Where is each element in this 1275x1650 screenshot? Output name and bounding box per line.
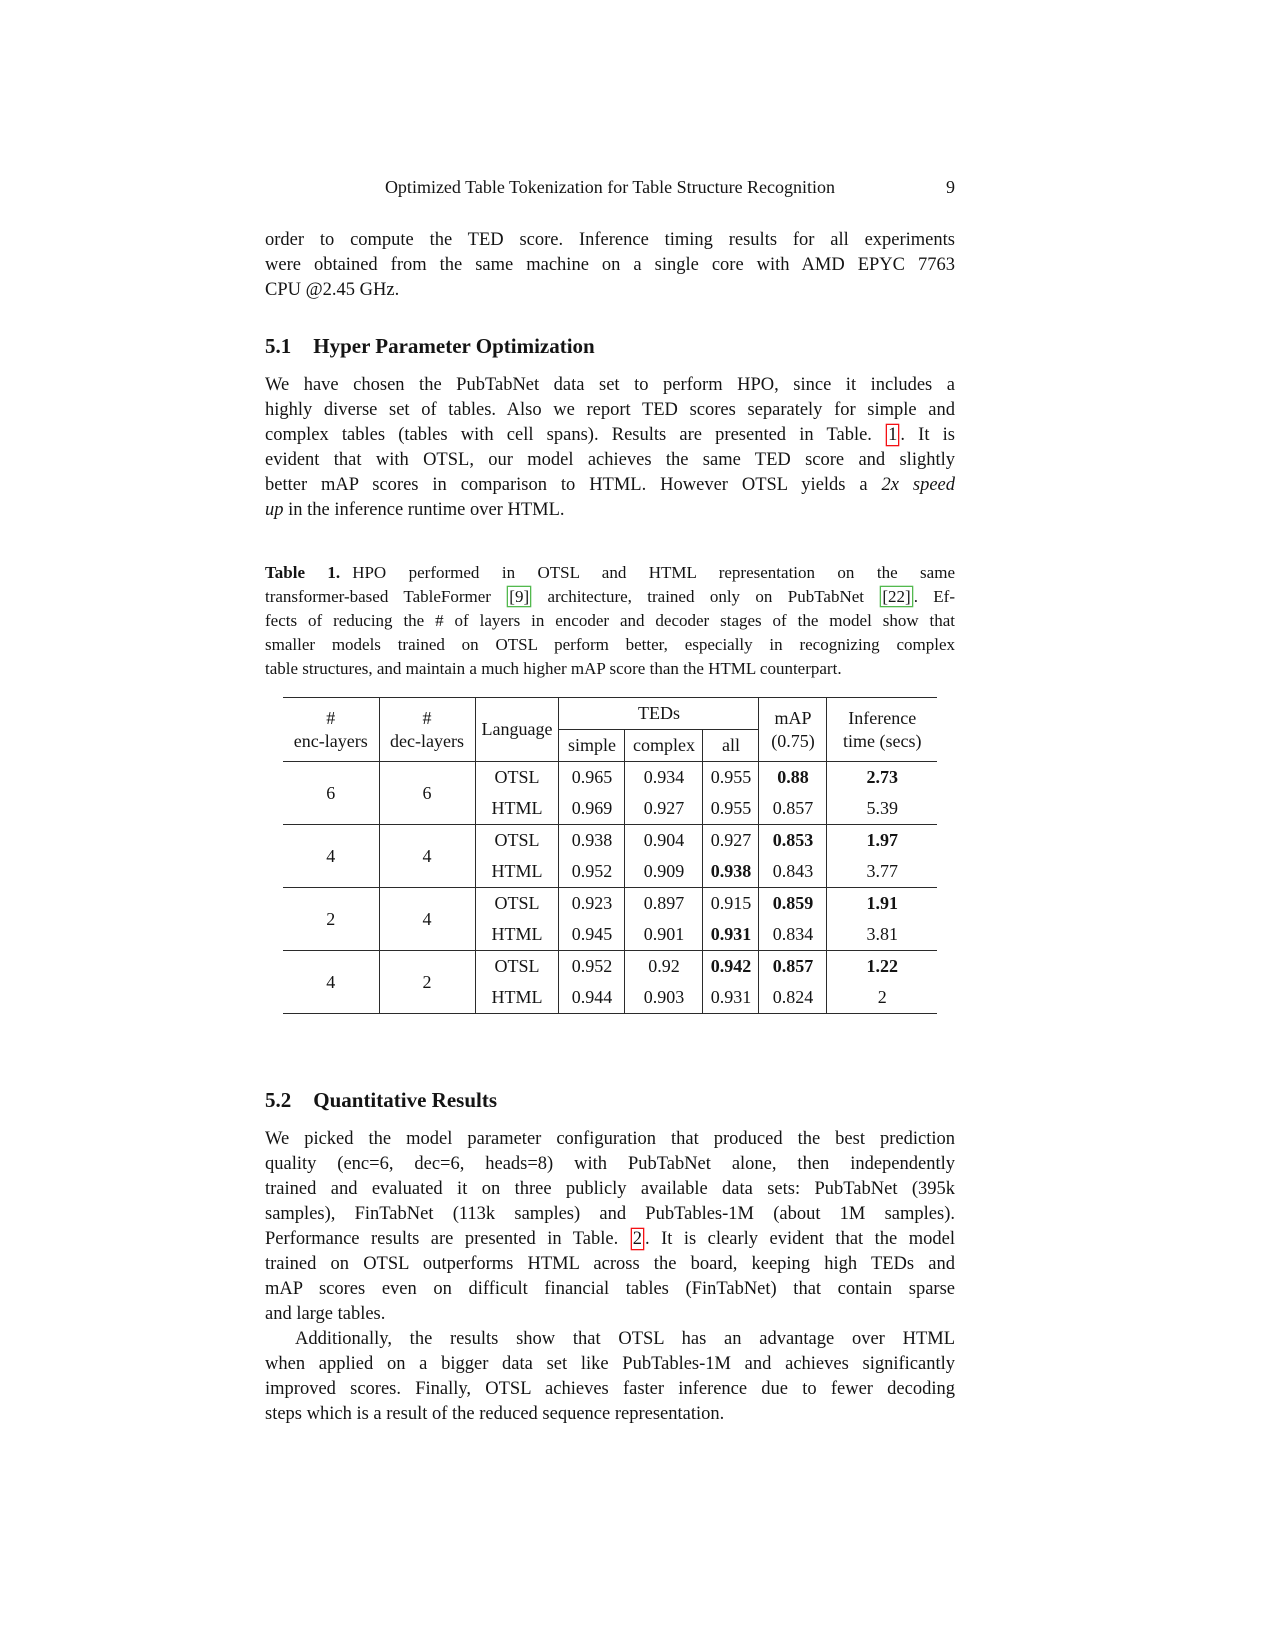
text-line: were obtained from the same machine on a single core with AMD EPYC 7763: [265, 255, 955, 275]
cell-time: 1.22: [827, 951, 937, 983]
text-line: mAP scores even on difficult financial tables (FinTabNet) that contain sparse: [265, 1279, 955, 1299]
col-header-dec-layers: [379, 698, 475, 762]
cell-time: 5.39: [866, 798, 898, 818]
cell-complex: 0.904: [625, 825, 703, 857]
cell-dec-layers: 4: [379, 888, 475, 951]
cell-simple: 0.923: [559, 888, 625, 920]
cell-all: 0.931: [703, 919, 759, 951]
cell-all: 0.915: [703, 888, 759, 920]
table-ref-link[interactable]: 1: [888, 425, 898, 445]
cell-time: 1.97: [827, 825, 937, 857]
cell-simple: 0.965: [559, 762, 625, 794]
cell-lang: HTML: [475, 793, 559, 825]
text-line: trained and evaluated it on three publicly available data sets: PubTabNet (395k: [265, 1179, 955, 1199]
cell-simple: 0.952: [559, 951, 625, 983]
cell-complex: 0.927: [625, 793, 703, 825]
section-5-1-heading: [265, 334, 955, 359]
text-line: steps which is a result of the reduced sequence representation.: [265, 1404, 725, 1424]
section-5-2-paragraph-1: [265, 1127, 955, 1327]
cell-lang: OTSL: [475, 951, 559, 983]
text: #: [422, 707, 432, 728]
cell-time: 3.81: [866, 924, 898, 944]
cell-complex: 0.92: [625, 951, 703, 983]
table-row: [283, 888, 937, 920]
cell-enc-layers: 2: [283, 888, 379, 951]
text-line: and large tables.: [265, 1304, 386, 1324]
page-number: 9: [946, 177, 955, 197]
text: Inference: [848, 707, 917, 728]
text-line: CPU @2.45 GHz.: [265, 280, 400, 300]
running-head: [265, 176, 955, 199]
cell-all: 0.931: [703, 982, 759, 1014]
cell-enc-layers: 6: [283, 762, 379, 825]
cell-lang: OTSL: [475, 762, 559, 794]
cell-all: 0.938: [703, 856, 759, 888]
cell-complex: 0.934: [625, 762, 703, 794]
cell-all: 0.942: [703, 951, 759, 983]
text-segment: Table 1.: [265, 563, 341, 582]
cell-complex: 0.909: [625, 856, 703, 888]
cell-simple: 0.952: [559, 856, 625, 888]
cell-map: 0.853: [759, 825, 827, 857]
section-title: Hyper Parameter Optimization: [313, 334, 595, 358]
page: [265, 0, 955, 1427]
table-row: [283, 762, 937, 794]
text-line: order to compute the TED score. Inference timing results for all experiments: [265, 230, 955, 250]
text: mAP: [774, 707, 812, 728]
cell-simple: 0.938: [559, 825, 625, 857]
col-header-simple: simple: [559, 730, 625, 762]
cell-enc-layers: 4: [283, 951, 379, 1014]
cell-simple: 0.944: [559, 982, 625, 1014]
citation-link[interactable]: [22]: [882, 587, 911, 606]
text-segment: up: [265, 500, 284, 520]
text-line: improved scores. Finally, OTSL achieves faster inference due to fewer decoding: [265, 1379, 955, 1399]
text-line: Additionally, the results show that OTSL has an advantage over HTML: [295, 1329, 955, 1349]
cell-all: 0.927: [703, 825, 759, 857]
text-line: up in the inference runtime over HTML.: [265, 500, 565, 520]
cell-time: 3.77: [866, 861, 898, 881]
cell-lang: OTSL: [475, 888, 559, 920]
table-body: [283, 762, 937, 1014]
cell-complex: 0.897: [625, 888, 703, 920]
section-title: Quantitative Results: [313, 1088, 497, 1112]
cell-dec-layers: 4: [379, 825, 475, 888]
table-row: [283, 951, 937, 983]
table-1-caption: [265, 561, 955, 681]
cell-complex: 0.903: [625, 982, 703, 1014]
section-5-2-paragraph-2: [265, 1327, 955, 1427]
text-line: samples), FinTabNet (113k samples) and PubTables-1M (about 1M samples).: [265, 1204, 955, 1224]
cell-time: 1.91: [827, 888, 937, 920]
text-segment: 2x speed: [881, 475, 955, 495]
cell-map: 0.843: [759, 856, 827, 888]
text-line: fects of reducing the # of layers in encoder and decoder stages of the model show that: [265, 611, 955, 630]
section-5-2-heading: [265, 1088, 955, 1113]
text: time (secs): [843, 730, 922, 751]
cell-time: 2.73: [827, 762, 937, 794]
text: dec-layers: [390, 730, 464, 751]
cell-lang: HTML: [475, 919, 559, 951]
cell-lang: HTML: [475, 856, 559, 888]
col-header-inference-time: [827, 698, 937, 762]
cell-map: 0.859: [759, 888, 827, 920]
text-line: complex tables (tables with cell spans). Results are presented in Table. 1 . It is: [265, 425, 956, 445]
cell-all: 0.955: [703, 762, 759, 794]
cell-dec-layers: 6: [379, 762, 475, 825]
cell-enc-layers: 4: [283, 825, 379, 888]
section-5-1-paragraph: [265, 373, 955, 523]
text-line: table structures, and maintain a much higher mAP score than the HTML counterpart.: [265, 659, 842, 678]
col-header-all: all: [703, 730, 759, 762]
hpo-results-table: [283, 697, 937, 1014]
text-line: We picked the model parameter configuration that produced the best prediction: [265, 1129, 955, 1149]
cell-lang: OTSL: [475, 825, 559, 857]
intro-paragraph: [265, 228, 955, 303]
running-title: Optimized Table Tokenization for Table Structure Recognition: [384, 177, 836, 197]
cell-map: 0.88: [759, 762, 827, 794]
text-line: Performance results are presented in Table. 2 . It is clearly evident that the model: [265, 1229, 955, 1249]
text: #: [326, 707, 336, 728]
table-ref-link[interactable]: 2: [632, 1229, 642, 1249]
cell-time: 2: [877, 987, 887, 1007]
text: (0.75): [771, 730, 815, 751]
cell-simple: 0.945: [559, 919, 625, 951]
text-line: We have chosen the PubTabNet data set to perform HPO, since it includes a: [265, 375, 955, 395]
section-number: 5.2: [265, 1088, 292, 1112]
cell-map: 0.857: [759, 951, 827, 983]
text-line: smaller models trained on OTSL perform better, especially in recognizing complex: [265, 635, 955, 654]
col-header-map: [759, 698, 827, 762]
section-number: 5.1: [265, 334, 292, 358]
table-header: [283, 698, 937, 762]
cell-complex: 0.901: [625, 919, 703, 951]
text-line: when applied on a bigger data set like PubTables-1M and achieves significantly: [265, 1354, 955, 1374]
text-line: transformer-based TableFormer [9] architecture, trained only on PubTabNet [22] . Ef-: [265, 587, 955, 606]
citation-link[interactable]: [9]: [509, 587, 530, 606]
text-line: highly diverse set of tables. Also we report TED scores separately for simple and: [265, 400, 955, 420]
text-line: better mAP scores in comparison to HTML. However OTSL yields a 2x speed: [265, 475, 955, 495]
text-line: evident that with OTSL, our model achieves the same TED score and slightly: [265, 450, 955, 470]
text-line: quality (enc=6, dec=6, heads=8) with PubTabNet alone, then independently: [265, 1154, 955, 1174]
cell-all: 0.955: [703, 793, 759, 825]
col-header-complex: complex: [625, 730, 703, 762]
col-header-language: Language: [475, 698, 559, 762]
text-line: Table 1. HPO performed in OTSL and HTML representation on the same: [265, 563, 955, 582]
cell-dec-layers: 2: [379, 951, 475, 1014]
cell-map: 0.834: [759, 919, 827, 951]
col-header-teds: TEDs: [559, 698, 759, 730]
text-line: trained on OTSL outperforms HTML across the board, keeping high TEDs and: [265, 1254, 955, 1274]
cell-simple: 0.969: [559, 793, 625, 825]
cell-lang: HTML: [475, 982, 559, 1014]
table-row: [283, 825, 937, 857]
text: enc-layers: [293, 730, 368, 751]
cell-map: 0.857: [759, 793, 827, 825]
cell-map: 0.824: [759, 982, 827, 1014]
col-header-enc-layers: [283, 698, 379, 762]
